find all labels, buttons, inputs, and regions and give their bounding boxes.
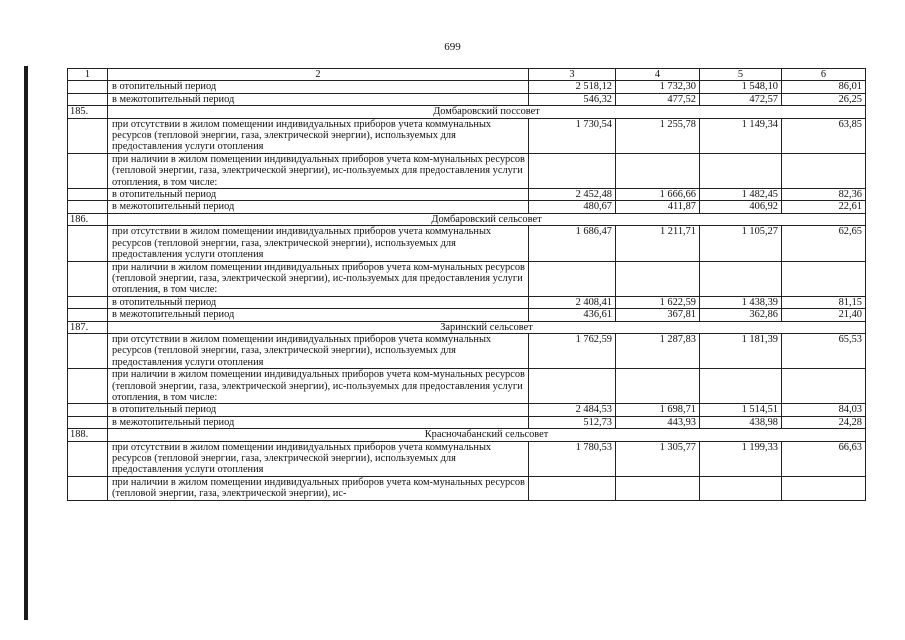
binding-edge-mark xyxy=(24,66,28,620)
row-index-cell xyxy=(68,118,108,153)
value-col-6: 24,28 xyxy=(782,416,866,428)
row-description: в отопительный период xyxy=(108,81,529,93)
value-col-5: 1 181,39 xyxy=(700,333,782,368)
section-row xyxy=(68,429,866,441)
section-row xyxy=(68,106,866,118)
value-col-5 xyxy=(700,476,782,500)
page-number: 699 xyxy=(444,41,461,53)
value-col-5: 1 149,34 xyxy=(700,118,782,153)
table-row xyxy=(68,369,866,404)
value-col-6 xyxy=(782,476,866,500)
row-index-cell xyxy=(68,404,108,416)
value-col-5 xyxy=(700,369,782,404)
row-description: при наличии в жилом помещении индивидуальных приборов учета ком-мунальных ресурсов (тепловой энергии, газа, электрической энергии), ис-пользуемых для предоставления услуги отопления, в том числе: xyxy=(108,153,529,188)
value-col-6: 26,25 xyxy=(782,93,866,105)
row-description: при наличии в жилом помещении индивидуальных приборов учета ком-мунальных ресурсов (тепловой энергии, газа, электрической энергии), ис-пользуемых для предоставления услуги отопления, в том числе: xyxy=(108,369,529,404)
table-row xyxy=(68,153,866,188)
value-col-5: 1 514,51 xyxy=(700,404,782,416)
value-col-3 xyxy=(529,153,616,188)
value-col-3: 2 452,48 xyxy=(529,189,616,201)
table-row xyxy=(68,201,866,213)
row-index-cell xyxy=(68,333,108,368)
value-col-4: 1 211,71 xyxy=(616,226,700,261)
value-col-6: 62,65 xyxy=(782,226,866,261)
value-col-4: 1 622,59 xyxy=(616,296,700,308)
value-col-5: 438,98 xyxy=(700,416,782,428)
row-description: при наличии в жилом помещении индивидуальных приборов учета ком-мунальных ресурсов (тепловой энергии, газа, электрической энергии), ис- xyxy=(108,476,529,500)
value-col-5: 1 438,39 xyxy=(700,296,782,308)
column-header: 3 xyxy=(529,69,616,81)
section-row xyxy=(68,213,866,225)
value-col-4: 411,87 xyxy=(616,201,700,213)
table-row xyxy=(68,309,866,321)
table-row xyxy=(68,333,866,368)
value-col-4: 1 287,83 xyxy=(616,333,700,368)
row-description: в отопительный период xyxy=(108,189,529,201)
value-col-6: 86,01 xyxy=(782,81,866,93)
table-row xyxy=(68,476,866,500)
section-title: Заринский сельсовет xyxy=(108,321,866,333)
value-col-4 xyxy=(616,153,700,188)
table-header-row xyxy=(68,69,866,81)
value-col-4: 1 732,30 xyxy=(616,81,700,93)
section-number: 188. xyxy=(68,429,108,441)
row-index-cell xyxy=(68,226,108,261)
value-col-5: 1 105,27 xyxy=(700,226,782,261)
row-index-cell xyxy=(68,476,108,500)
value-col-5 xyxy=(700,261,782,296)
row-index-cell xyxy=(68,441,108,476)
value-col-3: 2 518,12 xyxy=(529,81,616,93)
table-row xyxy=(68,441,866,476)
value-col-3: 2 484,53 xyxy=(529,404,616,416)
row-description: при отсутствии в жилом помещении индивидуальных приборов учета коммунальных ресурсов (тепловой энергии, газа, электрической энергии), используемых для предоставления услуги отопления xyxy=(108,226,529,261)
row-description: в межотопительный период xyxy=(108,416,529,428)
row-index-cell xyxy=(68,81,108,93)
value-col-3: 512,73 xyxy=(529,416,616,428)
column-header: 4 xyxy=(616,69,700,81)
value-col-4 xyxy=(616,261,700,296)
value-col-6: 63,85 xyxy=(782,118,866,153)
value-col-5: 362,86 xyxy=(700,309,782,321)
row-description: при отсутствии в жилом помещении индивидуальных приборов учета коммунальных ресурсов (тепловой энергии, газа, электрической энергии), используемых для предоставления услуги отопления xyxy=(108,333,529,368)
value-col-5: 1 548,10 xyxy=(700,81,782,93)
row-index-cell xyxy=(68,296,108,308)
row-description: в отопительный период xyxy=(108,404,529,416)
value-col-3: 1 780,53 xyxy=(529,441,616,476)
row-description: при отсутствии в жилом помещении индивидуальных приборов учета коммунальных ресурсов (тепловой энергии, газа, электрической энергии), используемых для предоставления услуги отопления xyxy=(108,118,529,153)
value-col-3: 1 730,54 xyxy=(529,118,616,153)
row-index-cell xyxy=(68,201,108,213)
value-col-6 xyxy=(782,369,866,404)
value-col-3: 546,32 xyxy=(529,93,616,105)
value-col-4: 367,81 xyxy=(616,309,700,321)
value-col-3 xyxy=(529,261,616,296)
row-description: в межотопительный период xyxy=(108,93,529,105)
value-col-6 xyxy=(782,153,866,188)
section-number: 185. xyxy=(68,106,108,118)
row-description: при наличии в жилом помещении индивидуальных приборов учета ком-мунальных ресурсов (тепловой энергии, газа, электрической энергии), ис-пользуемых для предоставления услуги отопления, в том числе: xyxy=(108,261,529,296)
row-index-cell xyxy=(68,189,108,201)
value-col-6: 22,61 xyxy=(782,201,866,213)
value-col-6: 66,63 xyxy=(782,441,866,476)
value-col-3 xyxy=(529,476,616,500)
column-header: 2 xyxy=(108,69,529,81)
table-row xyxy=(68,416,866,428)
column-header: 1 xyxy=(68,69,108,81)
row-description: в отопительный период xyxy=(108,296,529,308)
row-index-cell xyxy=(68,93,108,105)
table-row xyxy=(68,226,866,261)
table-row xyxy=(68,81,866,93)
section-number: 186. xyxy=(68,213,108,225)
value-col-3 xyxy=(529,369,616,404)
row-description: при отсутствии в жилом помещении индивидуальных приборов учета коммунальных ресурсов (тепловой энергии, газа, электрической энергии), используемых для предоставления услуги отопления xyxy=(108,441,529,476)
value-col-4: 477,52 xyxy=(616,93,700,105)
row-index-cell xyxy=(68,153,108,188)
value-col-4: 1 255,78 xyxy=(616,118,700,153)
section-title: Домбаровский сельсовет xyxy=(108,213,866,225)
value-col-6: 84,03 xyxy=(782,404,866,416)
row-index-cell xyxy=(68,261,108,296)
value-col-4: 1 666,66 xyxy=(616,189,700,201)
value-col-5: 1 482,45 xyxy=(700,189,782,201)
value-col-5 xyxy=(700,153,782,188)
value-col-6: 82,36 xyxy=(782,189,866,201)
section-number: 187. xyxy=(68,321,108,333)
section-title: Красночабанский сельсовет xyxy=(108,429,866,441)
value-col-5: 472,57 xyxy=(700,93,782,105)
value-col-3: 1 686,47 xyxy=(529,226,616,261)
table-row xyxy=(68,404,866,416)
table-row xyxy=(68,296,866,308)
value-col-3: 2 408,41 xyxy=(529,296,616,308)
value-col-5: 406,92 xyxy=(700,201,782,213)
row-description: в межотопительный период xyxy=(108,309,529,321)
value-col-6: 21,40 xyxy=(782,309,866,321)
value-col-4: 1 305,77 xyxy=(616,441,700,476)
value-col-4: 1 698,71 xyxy=(616,404,700,416)
value-col-5: 1 199,33 xyxy=(700,441,782,476)
value-col-4 xyxy=(616,369,700,404)
value-col-4 xyxy=(616,476,700,500)
value-col-3: 480,67 xyxy=(529,201,616,213)
value-col-6 xyxy=(782,261,866,296)
value-col-3: 436,61 xyxy=(529,309,616,321)
value-col-4: 443,93 xyxy=(616,416,700,428)
value-col-6: 65,53 xyxy=(782,333,866,368)
tariff-table xyxy=(67,68,866,501)
row-index-cell xyxy=(68,369,108,404)
row-index-cell xyxy=(68,309,108,321)
column-header: 5 xyxy=(700,69,782,81)
table-row xyxy=(68,261,866,296)
column-header: 6 xyxy=(782,69,866,81)
table-row xyxy=(68,118,866,153)
value-col-6: 81,15 xyxy=(782,296,866,308)
table-row xyxy=(68,189,866,201)
section-row xyxy=(68,321,866,333)
table-row xyxy=(68,93,866,105)
row-index-cell xyxy=(68,416,108,428)
value-col-3: 1 762,59 xyxy=(529,333,616,368)
row-description: в межотопительный период xyxy=(108,201,529,213)
section-title: Домбаровский поссовет xyxy=(108,106,866,118)
